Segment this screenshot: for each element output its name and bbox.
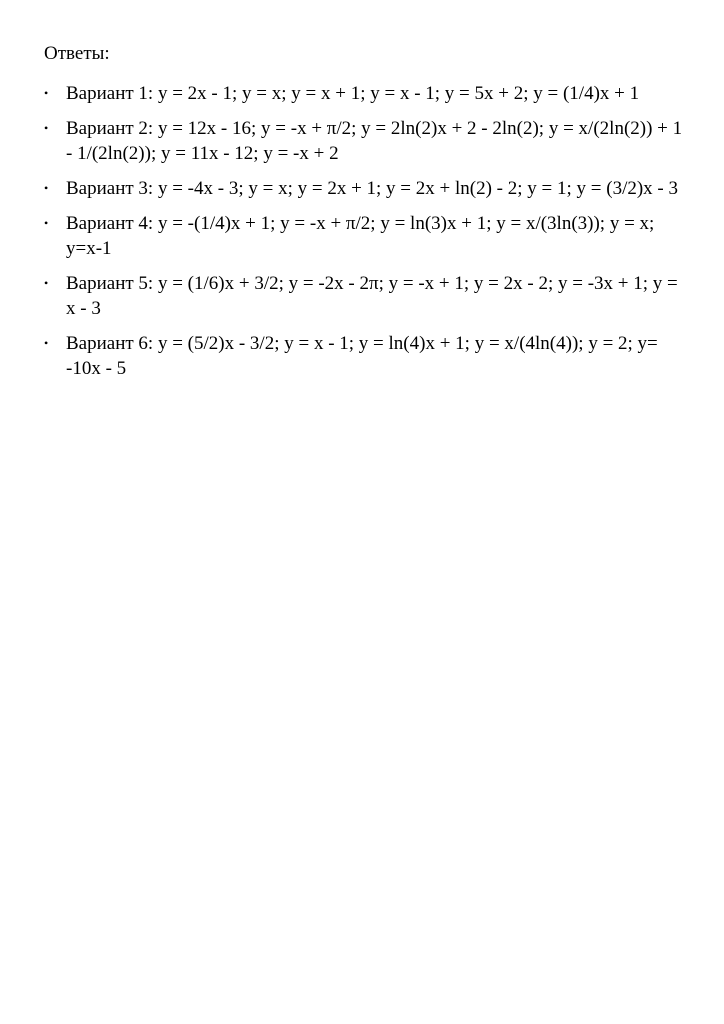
answers-list xyxy=(44,81,684,391)
answer-text: Вариант 2: y = 12x - 16; y = -x + π/2; y = 2ln(2)x + 2 - 2ln(2); y = x/(2ln(2)) + 1 - 1/(2ln(2)); y = 11x - 12; y = -x + 2 xyxy=(66,118,683,164)
answer-variant-2 xyxy=(44,116,684,166)
answer-variant-1 xyxy=(44,81,684,106)
bullet-icon: • xyxy=(44,216,49,230)
bullet-icon: • xyxy=(44,336,49,350)
answer-text: Вариант 5: y = (1/6)x + 3/2; y = -2x - 2π; y = -x + 1; y = 2x - 2; y = -3x + 1; y = x - 3 xyxy=(66,273,678,319)
answer-text: Вариант 3: y = -4x - 3; y = x; y = 2x + 1; y = 2x + ln(2) - 2; y = 1; y = (3/2)x - 3 xyxy=(66,178,678,199)
bullet-icon: • xyxy=(44,276,49,290)
answer-text: Вариант 1: y = 2x - 1; y = x; y = x + 1; y = x - 1; y = 5x + 2; y = (1/4)x + 1 xyxy=(66,83,640,104)
answer-variant-4 xyxy=(44,211,684,261)
bullet-icon: • xyxy=(44,86,49,100)
answer-text: Вариант 4: y = -(1/4)x + 1; y = -x + π/2; y = ln(3)x + 1; y = x/(3ln(3)); y = x; y=x-1 xyxy=(66,213,655,259)
bullet-icon: • xyxy=(44,121,49,135)
answers-heading: Ответы: xyxy=(44,43,110,64)
answer-text: Вариант 6: y = (5/2)x - 3/2; y = x - 1; y = ln(4)x + 1; y = x/(4ln(4)); y = 2; y= -10x - 5 xyxy=(66,333,658,379)
bullet-icon: • xyxy=(44,181,49,195)
answer-variant-3 xyxy=(44,176,684,201)
answer-variant-6 xyxy=(44,331,684,381)
answer-variant-5 xyxy=(44,271,684,321)
